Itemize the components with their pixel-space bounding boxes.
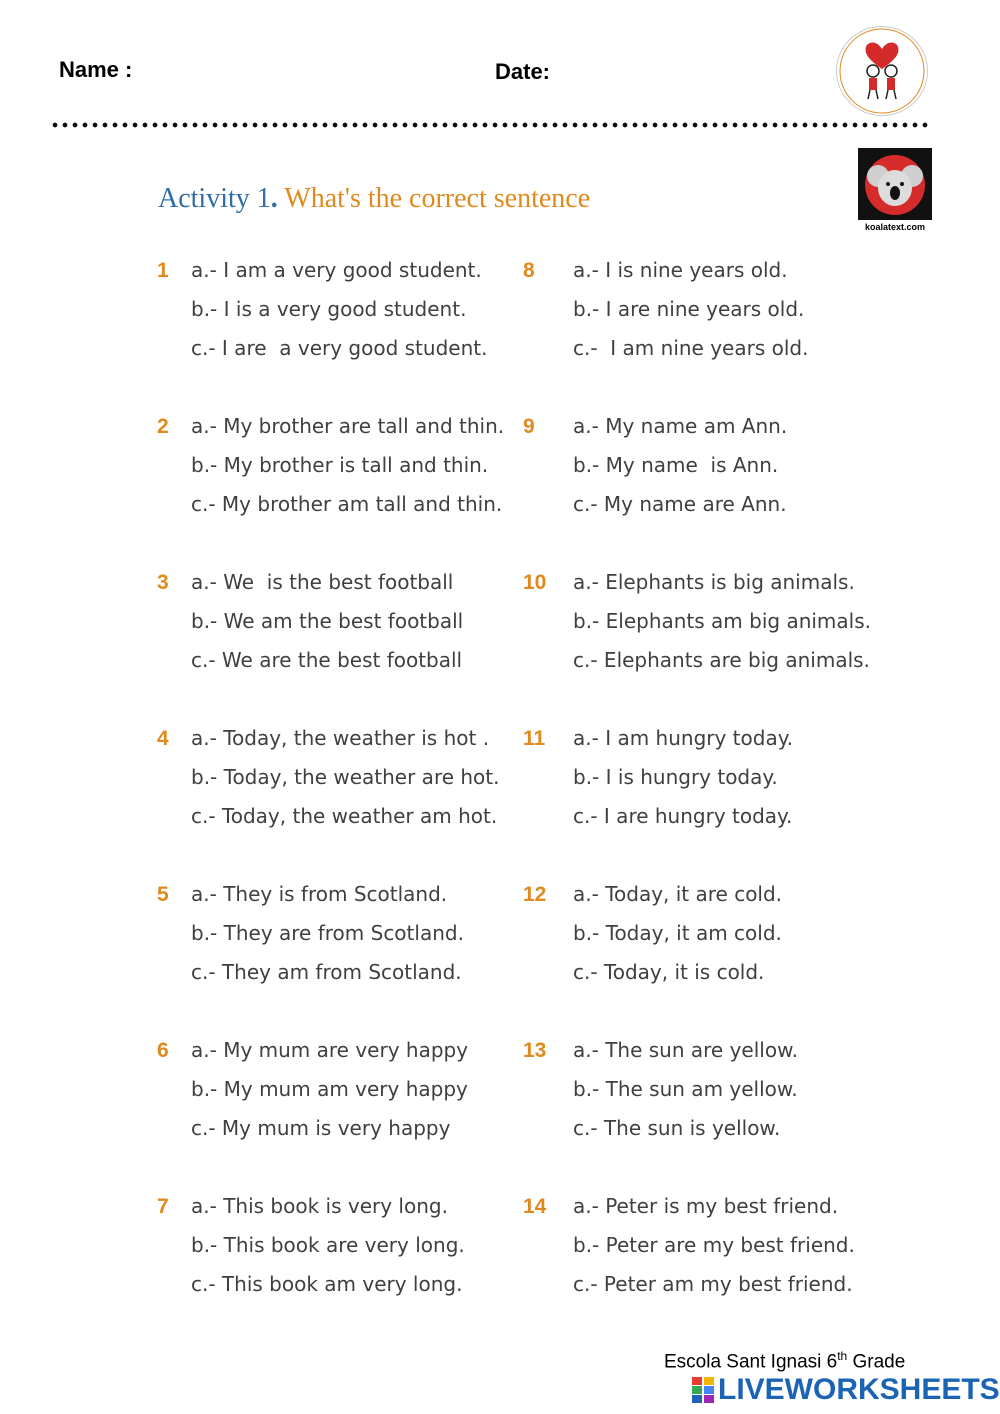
question-options	[573, 1191, 855, 1304]
answer-option[interactable]: a.- Peter is my best friend.	[573, 1194, 839, 1218]
activity-separator: .	[270, 183, 278, 214]
answer-option[interactable]: c.- They am from Scotland.	[191, 960, 462, 984]
questions-right-column	[523, 255, 923, 1347]
answer-option[interactable]: c.- Today, the weather am hot.	[191, 804, 498, 828]
answer-option[interactable]: b.- This book are very long.	[191, 1233, 465, 1257]
footer-grade: Grade	[847, 1351, 906, 1373]
liveworksheets-text: LIVEWORKSHEETS	[718, 1373, 1000, 1406]
answer-option[interactable]: a.- I am a very good student.	[191, 258, 482, 282]
question-number: 2	[157, 415, 169, 438]
activity-label: Activity 1	[158, 183, 271, 214]
answer-option[interactable]: a.- I am hungry today.	[573, 726, 794, 750]
answer-option[interactable]: a.- I is nine years old.	[573, 258, 788, 282]
answer-option[interactable]: c.- I are hungry today.	[573, 804, 793, 828]
answer-option[interactable]: a.- Today, the weather is hot .	[191, 726, 490, 750]
answer-option[interactable]: a.- Elephants is big animals.	[573, 570, 855, 594]
question-item	[523, 411, 923, 567]
question-options	[191, 1035, 468, 1148]
question-number: 5	[157, 883, 169, 906]
question-options	[573, 723, 793, 836]
answer-option[interactable]: a.- They is from Scotland.	[191, 882, 448, 906]
answer-option[interactable]: a.- This book is very long.	[191, 1194, 448, 1218]
question-number: 3	[157, 571, 169, 594]
activity-title	[158, 183, 590, 215]
question-number: 13	[523, 1039, 547, 1062]
koala-brand-text: koalatext.com	[864, 222, 926, 232]
answer-option[interactable]: c.- We are the best football	[191, 648, 463, 672]
answer-option[interactable]: c.- My name are Ann.	[573, 492, 787, 516]
koala-icon	[858, 148, 932, 220]
liveworksheets-brand[interactable]	[692, 1373, 1000, 1407]
answer-option[interactable]: b.- Today, it am cold.	[573, 921, 782, 945]
question-item	[157, 411, 517, 567]
answer-option[interactable]: a.- My name am Ann.	[573, 414, 788, 438]
answer-option[interactable]: c.- Elephants are big animals.	[573, 648, 870, 672]
school-children-heart-icon	[836, 26, 928, 116]
question-item	[523, 1191, 923, 1347]
answer-option[interactable]: b.- Peter are my best friend.	[573, 1233, 855, 1257]
answer-option[interactable]: c.- My brother am tall and thin.	[191, 492, 503, 516]
question-number: 8	[523, 259, 535, 282]
question-item	[157, 1191, 517, 1347]
answer-option[interactable]: a.- We is the best football	[191, 570, 454, 594]
question-options	[573, 879, 782, 992]
answer-option[interactable]: b.- Elephants am big animals.	[573, 609, 872, 633]
answer-option[interactable]: b.- My brother is tall and thin.	[191, 453, 489, 477]
question-item	[523, 879, 923, 1035]
question-options	[191, 879, 464, 992]
koala-logo	[858, 148, 932, 236]
answer-option[interactable]: c.- Today, it is cold.	[573, 960, 765, 984]
answer-option[interactable]: a.- My mum are very happy	[191, 1038, 469, 1062]
answer-option[interactable]: c.- Peter am my best friend.	[573, 1272, 853, 1296]
question-options	[573, 411, 787, 524]
question-item	[523, 255, 923, 411]
question-options	[191, 567, 463, 680]
question-item	[157, 255, 517, 411]
question-options	[573, 567, 871, 680]
answer-option[interactable]: c.- My mum is very happy	[191, 1116, 451, 1140]
answer-option[interactable]: b.- Today, the weather are hot.	[191, 765, 500, 789]
answer-option[interactable]: a.- My brother are tall and thin.	[191, 414, 505, 438]
questions-left-column	[157, 255, 517, 1347]
question-number: 7	[157, 1195, 169, 1218]
question-options	[573, 1035, 798, 1148]
answer-option[interactable]: b.- My name is Ann.	[573, 453, 779, 477]
answer-option[interactable]: c.- I am nine years old.	[573, 336, 809, 360]
question-number: 10	[523, 571, 547, 594]
answer-option[interactable]: b.- The sun am yellow.	[573, 1077, 798, 1101]
dotted-divider	[50, 119, 930, 131]
answer-option[interactable]: b.- I is hungry today.	[573, 765, 778, 789]
question-item	[523, 723, 923, 879]
name-label: Name :	[59, 57, 133, 82]
question-options	[191, 411, 504, 524]
question-item	[157, 1035, 517, 1191]
question-item	[157, 567, 517, 723]
question-options	[573, 255, 808, 368]
footer-school-name: Escola Sant Ignasi 6	[664, 1351, 838, 1373]
date-label: Date:	[495, 59, 551, 84]
question-number: 14	[523, 1195, 547, 1218]
answer-option[interactable]: a.- Today, it are cold.	[573, 882, 783, 906]
answer-option[interactable]: c.- I are a very good student.	[191, 336, 488, 360]
question-item	[157, 879, 517, 1035]
answer-option[interactable]: c.- The sun is yellow.	[573, 1116, 781, 1140]
question-options	[191, 1191, 465, 1304]
liveworksheets-icon	[692, 1377, 714, 1403]
question-options	[191, 255, 487, 368]
question-number: 11	[523, 727, 546, 750]
question-options	[191, 723, 500, 836]
answer-option[interactable]: c.- This book am very long.	[191, 1272, 463, 1296]
question-item	[523, 1035, 923, 1191]
question-item	[157, 723, 517, 879]
question-item	[523, 567, 923, 723]
question-number: 6	[157, 1039, 169, 1062]
answer-option[interactable]: b.- I is a very good student.	[191, 297, 467, 321]
activity-instruction: What's the correct sentence	[284, 183, 591, 214]
answer-option[interactable]: b.- My mum am very happy	[191, 1077, 468, 1101]
footer-grade-sup: th	[837, 1349, 848, 1363]
answer-option[interactable]: b.- I are nine years old.	[573, 297, 805, 321]
question-number: 9	[523, 415, 535, 438]
question-number: 4	[157, 727, 169, 750]
footer-school	[664, 1349, 905, 1373]
answer-option[interactable]: a.- The sun are yellow.	[573, 1038, 798, 1062]
question-number: 1	[157, 259, 169, 282]
question-number: 12	[523, 883, 547, 906]
answer-option[interactable]: b.- They are from Scotland.	[191, 921, 464, 945]
answer-option[interactable]: b.- We am the best football	[191, 609, 464, 633]
